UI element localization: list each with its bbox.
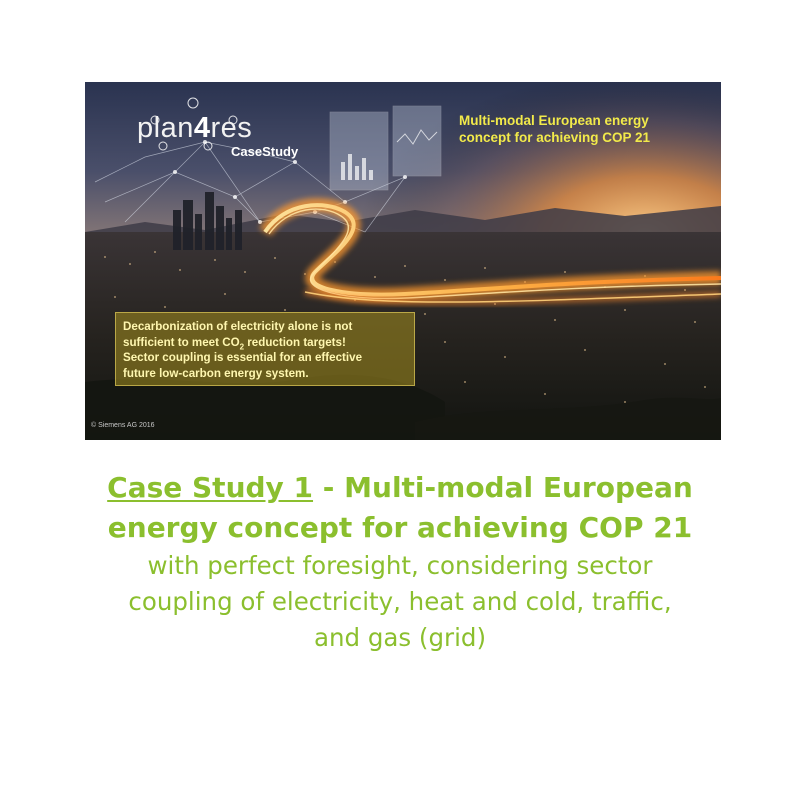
logo-subtitle: CaseStudy [231,144,299,159]
banner-headline [459,112,709,146]
callout-line-4: future low-carbon energy system. [123,366,309,380]
plan4res-logo [137,108,317,168]
caption-description-line-1: with perfect foresight, considering sector [147,551,653,580]
callout-line-1: Decarbonization of electricity alone is not [123,320,353,333]
caption-description-line-2: coupling of electricity, heat and cold, traffic, [128,587,672,616]
copyright-notice: © Siemens AG 2016 [91,422,155,429]
callout-line-3: Sector coupling is essential for an effective [123,351,363,364]
logo-wordmark: plan4res [137,112,253,144]
callout-line-2: sufficient to meet $CO_2$ reduction targets! [123,335,346,351]
caption-description-line-3: and gas (grid) [313,623,487,652]
caption-title-line-1 [0,468,800,508]
case-study-banner-image [85,82,721,440]
caption-title-rest: - Multi-modal European [313,471,693,504]
banner-headline-line-1: Multi-modal European energy [459,113,649,128]
case-study-caption [0,468,800,656]
caption-title-line-2: energy concept for achieving COP 21 [107,511,693,544]
banner-headline-line-2: concept for achieving COP 21 [459,130,651,145]
callout-box [115,312,415,386]
case-study-link[interactable]: Case Study 1 [107,471,314,504]
